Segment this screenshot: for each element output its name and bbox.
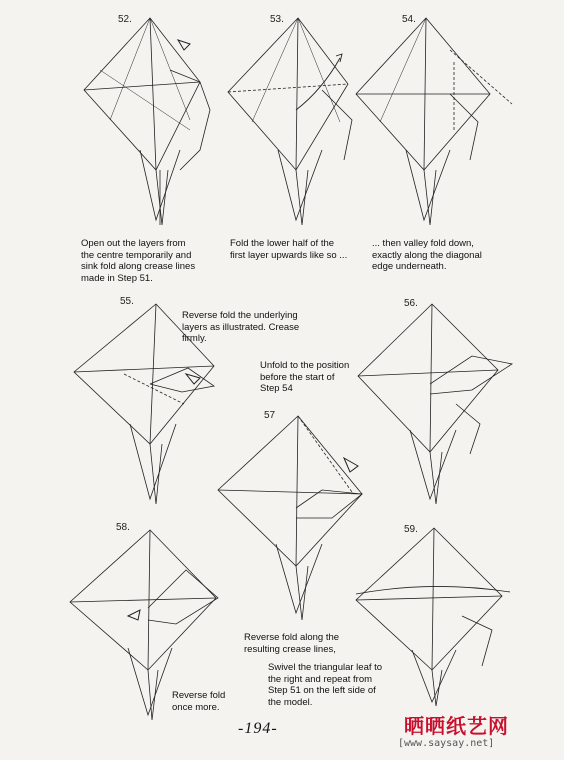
page-number: -194- (238, 720, 278, 737)
step-number: 52. (118, 14, 132, 25)
origami-diagram-52 (70, 10, 220, 240)
origami-diagram-54 (350, 10, 520, 240)
step-57-caption: Reverse fold along the resulting crease lines, (244, 632, 340, 655)
step-52-caption: Open out the layers from the centre temporarily and sink fold along crease lines made in Step 51. (81, 238, 196, 284)
step-53-caption: Fold the lower half of the first layer upwards like so ... (230, 238, 348, 261)
watermark (398, 708, 560, 754)
step-59-caption: Swivel the triangular leaf to the right and repeat from Step 51 on the left side of the model. (268, 662, 383, 708)
step-55-caption: Reverse fold the underlying layers as illustrated. Crease firmly. (182, 310, 300, 344)
step-number: 59. (404, 524, 418, 535)
watermark-logo: 晒晒纸艺网 (404, 714, 509, 738)
step-54 (350, 10, 520, 240)
watermark-url: [www.saysay.net] (398, 738, 495, 749)
step-number: 55. (120, 296, 134, 307)
step-number: 58. (116, 522, 130, 533)
step-54-caption: ... then valley fold down, exactly along the diagonal edge underneath. (372, 238, 482, 272)
step-number: 54. (402, 14, 416, 25)
step-number: 57 (264, 410, 276, 421)
step-number: 56. (404, 298, 418, 309)
step-number: 53. (270, 14, 284, 25)
step-52 (70, 10, 220, 240)
step-56-caption: Unfold to the position before the start of Step 54 (260, 360, 350, 394)
step-58-caption: Reverse fold once more. (172, 690, 226, 713)
